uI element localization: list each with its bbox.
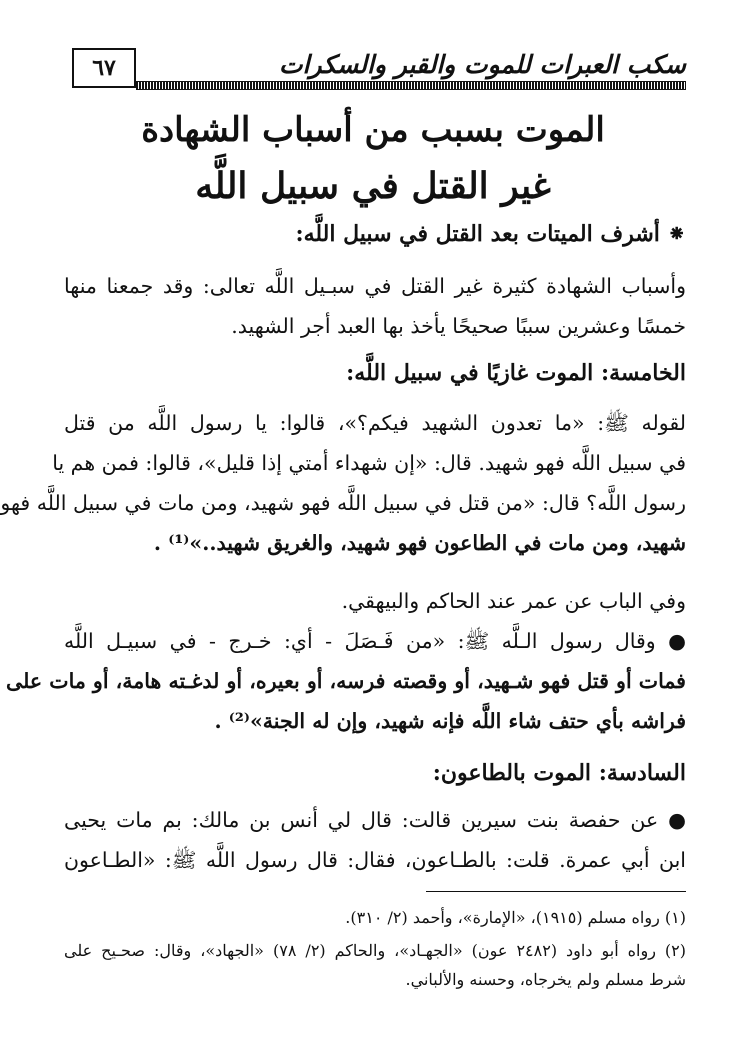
text-line: ابن أبي عمرة. قلت: بالطـاعون، فقال: قال رسول اللَّه ﷺ: «الطـاعون [64,848,686,872]
sixth-paragraph [64,800,686,880]
text-line: لقوله ﷺ: «ما تعدون الشهيد فيكم؟»، قالوا: يا رسول اللَّه من قتل [64,411,686,435]
footnote-2: (٢) رواه أبو داود (٢٤٨٢ عون) «الجهـاد»، والحاكم (٢/ ٧٨) «الجهاد»، وقال: صحـيح على [64,941,687,960]
text-line: وأسباب الشهادة كثيرة غير القتل في سبـيل اللَّه تعالى: وقد جمعنا منها [64,274,686,298]
footnote-rule [426,891,686,892]
text-line: فراشه بأي حتف شاء اللَّه فإنه شهيد، وإن له الجنة»⁽²⁾ . [214,709,686,733]
note-paragraph [64,581,686,621]
intro-paragraph [64,266,686,346]
text-line: وفي الباب عن عمر عند الحاكم والبيهقي. [341,589,686,613]
fifth-paragraph [0,403,686,563]
fifth-heading: الخامسة: الموت غازيًا في سبيل اللَّه: [346,360,686,386]
text-line: في سبيل اللَّه فهو شهيد. قال: «إن شهداء أمتي إذا قليل»، قالوا: فمن هم يا [52,451,686,475]
text-line: فمات أو قتل فهو شـهيد، أو وقصته فرسه، أو بعيره، أو لدغـته هامة، أو مات على [6,669,686,693]
page-header [72,48,686,90]
header-rule [136,81,686,90]
sixth-heading: السادسة: الموت بالطاعون: [432,760,686,786]
text-line: شهيد، ومن مات في الطاعون فهو شهيد، والغريق شهيد..»⁽¹⁾ . [153,531,686,555]
text-line: ● عن حفصة بنت سيرين قالت: قال لي أنس بن مالك: بم مات يحيى [64,808,686,832]
footnote-1: (١) رواه مسلم (١٩١٥)، «الإمارة»، وأحمد (٢/ ٣١٠). [345,908,686,927]
hadith-paragraph [6,621,686,741]
running-title: سكب العبرات للموت والقبر والسكرات [279,50,686,79]
text-line: خمسًا وعشرين سببًا صحيحًا يأخذ بها العبد أجر الشهيد. [231,314,686,338]
chapter-title: الموت بسبب من أسباب الشهادة [141,110,605,150]
chapter-subtitle: غير القتل في سبيل اللَّه [195,165,551,207]
text-line: ● وقال رسول الـلَّه ﷺ: «من فَـصَلَ - أي: خـرج - في سبيـل اللَّه [64,629,686,653]
page-number: ٦٧ [72,48,136,88]
text-line: رسول اللَّه؟ قال: «من قتل في سبيل اللَّه فهو شهيد، ومن مات في سبيل اللَّه فهو [0,491,686,515]
section-heading: ⁕ أشرف الميتات بعد القتل في سبيل اللَّه: [295,221,686,247]
footnote-2-continued: شرط مسلم ولم يخرجاه، وحسنه والألباني. [405,970,686,989]
